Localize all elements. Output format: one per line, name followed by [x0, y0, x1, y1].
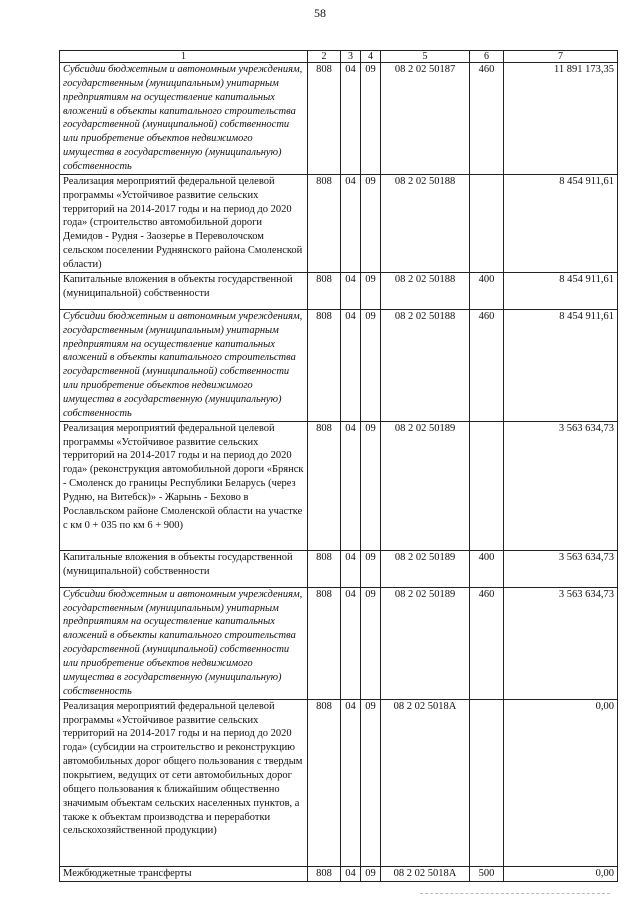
header-col-5: 5 — [381, 51, 470, 63]
subsection-code-cell: 09 — [361, 272, 381, 309]
row-name-cell: Субсидии бюджетным и автономным учреждениям, государственным (муниципальным) унитарным предприятиям на осуществление капитальных вложений в объекты капитального строительства государственной (муниципальной) собственности или приобретение объектов недвижимого имущества в государственную (муниципальную) собственность — [60, 587, 308, 699]
subsection-code-cell: 09 — [361, 587, 381, 699]
amount-cell: 0,00 — [504, 866, 618, 881]
section-code-cell: 04 — [341, 174, 361, 272]
section-code-cell: 04 — [341, 866, 361, 881]
table-row — [60, 309, 618, 421]
table-row — [60, 866, 618, 881]
target-article-cell: 08 2 02 50189 — [381, 550, 470, 587]
subsection-code-cell: 09 — [361, 174, 381, 272]
target-article-cell: 08 2 02 5018А — [381, 699, 470, 866]
ministry-code-cell: 808 — [308, 421, 341, 550]
header-col-6: 6 — [470, 51, 504, 63]
ministry-code-cell: 808 — [308, 587, 341, 699]
ministry-code-cell: 808 — [308, 699, 341, 866]
subsection-code-cell: 09 — [361, 550, 381, 587]
table-row — [60, 174, 618, 272]
header-col-3: 3 — [341, 51, 361, 63]
section-code-cell: 04 — [341, 699, 361, 866]
subsection-code-cell: 09 — [361, 866, 381, 881]
expense-kind-cell: 500 — [470, 866, 504, 881]
header-col-4: 4 — [361, 51, 381, 63]
section-code-cell: 04 — [341, 421, 361, 550]
page-number: 58 — [314, 6, 326, 20]
amount-cell: 8 454 911,61 — [504, 272, 618, 309]
section-code-cell: 04 — [341, 63, 361, 175]
section-code-cell: 04 — [341, 550, 361, 587]
expense-kind-cell: 460 — [470, 309, 504, 421]
page-bottom-mark — [420, 893, 610, 894]
amount-cell: 0,00 — [504, 699, 618, 866]
amount-cell: 8 454 911,61 — [504, 174, 618, 272]
row-name-cell: Межбюджетные трансферты — [60, 866, 308, 881]
row-name-cell: Субсидии бюджетным и автономным учреждениям, государственным (муниципальным) унитарным предприятиям на осуществление капитальных вложений в объекты капитального строительства государственной (муниципальной) собственности или приобретение объектов недвижимого имущества в государственную (муниципальную) собственность — [60, 63, 308, 175]
amount-cell: 8 454 911,61 — [504, 309, 618, 421]
table-header-row — [60, 51, 618, 63]
ministry-code-cell: 808 — [308, 309, 341, 421]
target-article-cell: 08 2 02 50188 — [381, 309, 470, 421]
expense-kind-cell: 400 — [470, 272, 504, 309]
target-article-cell: 08 2 02 50189 — [381, 421, 470, 550]
amount-cell: 3 563 634,73 — [504, 550, 618, 587]
row-name-cell: Субсидии бюджетным и автономным учреждениям, государственным (муниципальным) унитарным предприятиям на осуществление капитальных вложений в объекты капитального строительства государственной (муниципальной) собственности или приобретение объектов недвижимого имущества в государственную (муниципальную) собственность — [60, 309, 308, 421]
header-col-2: 2 — [308, 51, 341, 63]
target-article-cell: 08 2 02 50189 — [381, 587, 470, 699]
subsection-code-cell: 09 — [361, 63, 381, 175]
amount-cell: 11 891 173,35 — [504, 63, 618, 175]
subsection-code-cell: 09 — [361, 699, 381, 866]
target-article-cell: 08 2 02 50188 — [381, 174, 470, 272]
section-code-cell: 04 — [341, 272, 361, 309]
table-row — [60, 550, 618, 587]
subsection-code-cell: 09 — [361, 309, 381, 421]
table-row — [60, 587, 618, 699]
ministry-code-cell: 808 — [308, 63, 341, 175]
expense-kind-cell — [470, 174, 504, 272]
section-code-cell: 04 — [341, 309, 361, 421]
table-row — [60, 272, 618, 309]
ministry-code-cell: 808 — [308, 272, 341, 309]
amount-cell: 3 563 634,73 — [504, 587, 618, 699]
row-name-cell: Капитальные вложения в объекты государственной (муниципальной) собственности — [60, 550, 308, 587]
expense-kind-cell — [470, 699, 504, 866]
header-col-1: 1 — [60, 51, 308, 63]
subsection-code-cell: 09 — [361, 421, 381, 550]
row-name-cell: Реализация мероприятий федеральной целевой программы «Устойчивое развитие сельских территорий на 2014-2017 годы и на период до 2020 года» (реконструкция автомобильной дороги «Брянск - Смоленск до границы Республики Беларусь (через Рудню, на Витебск)» - Жарынь - Бехово в Рославльском районе Смоленской области на участке с км 0 + 035 по км 6 + 900) — [60, 421, 308, 550]
amount-cell: 3 563 634,73 — [504, 421, 618, 550]
row-name-cell: Капитальные вложения в объекты государственной (муниципальной) собственности — [60, 272, 308, 309]
table-row — [60, 63, 618, 175]
target-article-cell: 08 2 02 50187 — [381, 63, 470, 175]
expense-kind-cell — [470, 421, 504, 550]
table-row — [60, 421, 618, 550]
ministry-code-cell: 808 — [308, 866, 341, 881]
target-article-cell: 08 2 02 50188 — [381, 272, 470, 309]
row-name-cell: Реализация мероприятий федеральной целевой программы «Устойчивое развитие сельских территорий на 2014-2017 годы и на период до 2020 года» (субсидии на строительство и реконструкцию автомобильных дорог общего пользования с твердым покрытием, ведущих от сети автомобильных дорог общего пользования к ближайшим общественно значимым объектам сельских населенных пунктов, а также к объектам производства и переработки сельскохозяйственной продукции) — [60, 699, 308, 866]
section-code-cell: 04 — [341, 587, 361, 699]
expense-kind-cell: 460 — [470, 63, 504, 175]
budget-table — [59, 50, 618, 882]
ministry-code-cell: 808 — [308, 550, 341, 587]
target-article-cell: 08 2 02 5018А — [381, 866, 470, 881]
header-col-7: 7 — [504, 51, 618, 63]
table-row — [60, 699, 618, 866]
expense-kind-cell: 400 — [470, 550, 504, 587]
row-name-cell: Реализация мероприятий федеральной целевой программы «Устойчивое развитие сельских территорий на 2014-2017 годы и на период до 2020 года» (строительство автомобильной дороги Демидов - Рудня - Заозерье в Переволочском сельском поселении Руднянского района Смоленской области) — [60, 174, 308, 272]
ministry-code-cell: 808 — [308, 174, 341, 272]
expense-kind-cell: 460 — [470, 587, 504, 699]
